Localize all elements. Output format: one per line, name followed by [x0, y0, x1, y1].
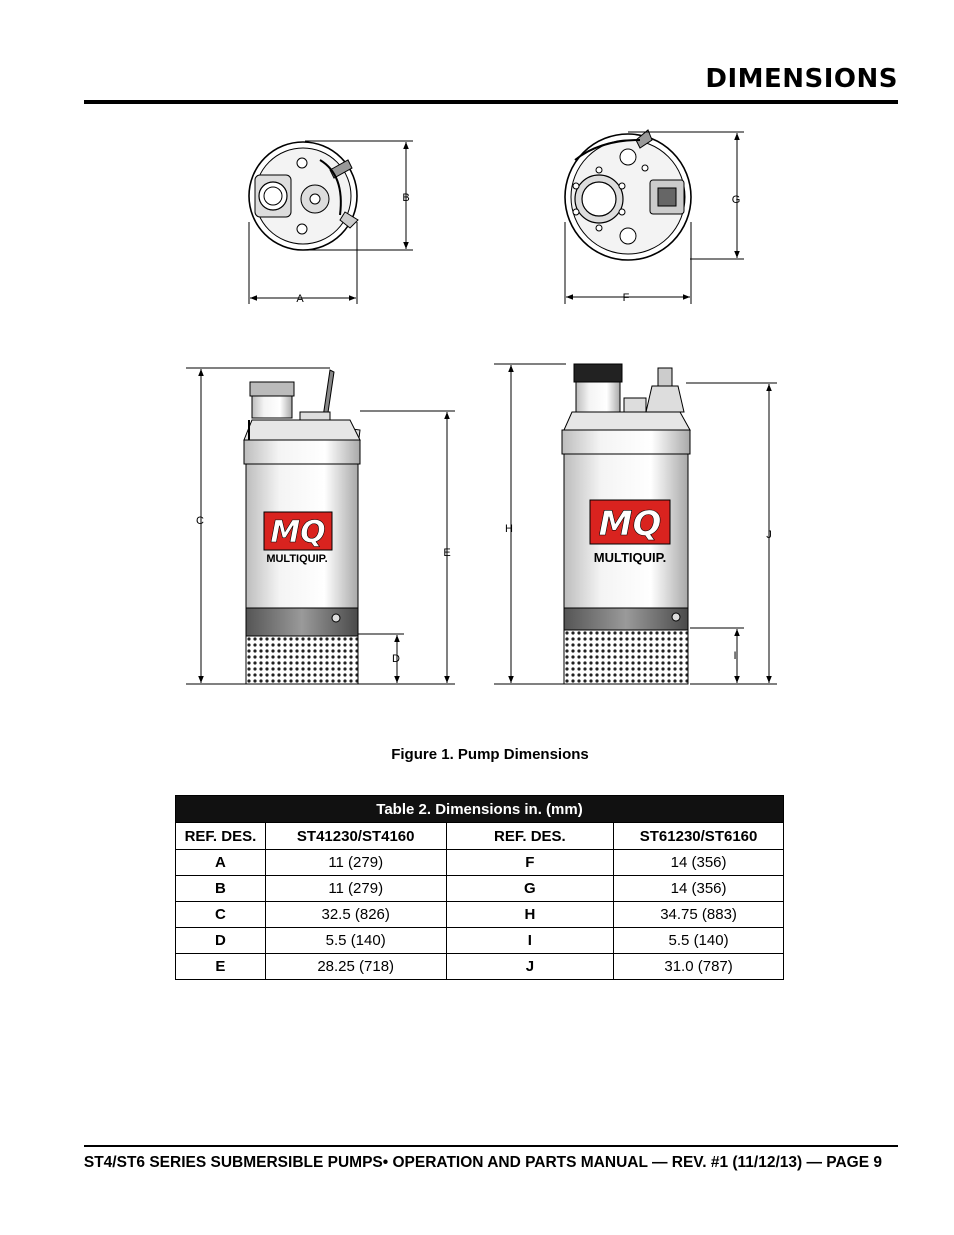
st6-top-view	[565, 130, 691, 260]
row-val2: 5.5 (140)	[614, 928, 784, 954]
figure-caption: Figure 1. Pump Dimensions	[391, 746, 589, 763]
mq-logo-st6: MQ	[598, 504, 662, 544]
row-val2: 14 (356)	[614, 850, 784, 876]
label-b: B	[402, 192, 410, 204]
table-header-row	[176, 823, 784, 850]
label-g: G	[731, 194, 741, 206]
label-a: A	[296, 293, 304, 305]
brand-text-st4: MULTIQUIP.	[266, 553, 328, 565]
st4-top-view	[249, 142, 358, 250]
row-val1: 11 (279)	[265, 876, 446, 902]
row-val2: 34.75 (883)	[614, 902, 784, 928]
header-ref-des-2: REF. DES.	[446, 823, 614, 850]
st6-side-view	[562, 364, 690, 684]
table-row	[176, 954, 784, 980]
row-val2: 14 (356)	[614, 876, 784, 902]
dim-e	[358, 411, 455, 684]
label-i: I	[733, 650, 737, 662]
table-row	[176, 850, 784, 876]
header-st4-model: ST41230/ST4160	[265, 823, 446, 850]
header-ref-des-1: REF. DES.	[176, 823, 266, 850]
label-d: D	[392, 653, 400, 665]
row-val1: 5.5 (140)	[265, 928, 446, 954]
dimensions-table	[175, 795, 784, 980]
label-e: E	[443, 547, 451, 559]
row-ref1: E	[176, 954, 266, 980]
row-val1: 32.5 (826)	[265, 902, 446, 928]
table-row	[176, 902, 784, 928]
row-val2: 31.0 (787)	[614, 954, 784, 980]
label-c: C	[196, 515, 204, 527]
table-caption: Table 2. Dimensions in. (mm)	[176, 796, 784, 823]
bottom-rule	[84, 1145, 898, 1147]
st4-side-view	[244, 370, 360, 684]
row-ref2: H	[446, 902, 614, 928]
row-ref1: A	[176, 850, 266, 876]
label-h: H	[505, 523, 513, 535]
row-ref2: I	[446, 928, 614, 954]
brand-text-st6: MULTIQUIP.	[593, 550, 667, 565]
label-j: J	[766, 529, 772, 541]
row-ref2: G	[446, 876, 614, 902]
page-footer: ST4/ST6 SERIES SUBMERSIBLE PUMPS• OPERATION AND PARTS MANUAL — REV. #1 (11/12/13) — PAGE 9	[83, 1154, 882, 1171]
row-ref1: B	[176, 876, 266, 902]
row-ref2: J	[446, 954, 614, 980]
row-ref1: C	[176, 902, 266, 928]
row-ref2: F	[446, 850, 614, 876]
row-ref1: D	[176, 928, 266, 954]
table-row	[176, 928, 784, 954]
header-st6-model: ST61230/ST6160	[614, 823, 784, 850]
row-val1: 11 (279)	[265, 850, 446, 876]
dim-j	[686, 383, 777, 684]
page-title: DIMENSIONS	[705, 64, 898, 94]
table-caption-row	[176, 796, 784, 823]
row-val1: 28.25 (718)	[265, 954, 446, 980]
mq-logo-st4: MQ	[270, 515, 326, 550]
label-f: F	[622, 292, 630, 304]
table-row	[176, 876, 784, 902]
